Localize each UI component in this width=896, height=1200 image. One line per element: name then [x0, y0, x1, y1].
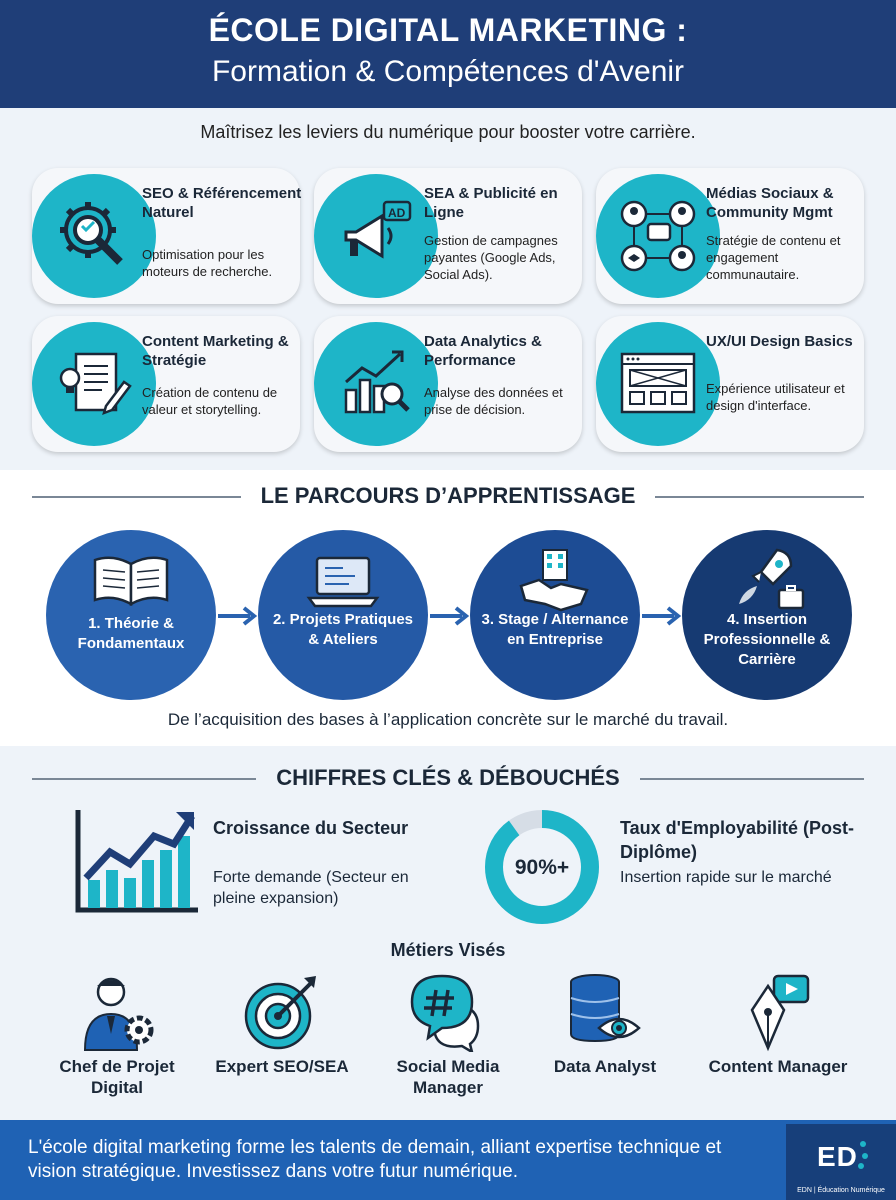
step-label: 2. Projets Pratiques & Ateliers — [272, 611, 414, 648]
wireframe-window-icon — [596, 322, 720, 446]
croissance-desc: Forte demande (Secteur en pleine expansion) — [213, 869, 409, 907]
step-label: 1. Théorie & Fondamentaux — [77, 615, 185, 652]
rocket-briefcase-icon — [717, 546, 817, 616]
svg-text:ED: ED — [817, 1141, 858, 1172]
chiffres-title: CHIFFRES CLÉS & DÉBOUCHÉS — [0, 765, 896, 791]
pen-video-icon — [738, 972, 818, 1052]
document-pen-icon — [32, 322, 156, 446]
job-label: Content Manager — [708, 1057, 848, 1076]
skill-card-ux — [596, 316, 864, 452]
social-network-icon — [596, 174, 720, 298]
arrow-right-icon — [216, 606, 258, 631]
hashtag-chat-icon — [408, 972, 488, 1052]
skill-card-content — [32, 316, 300, 452]
step-label: 4. Insertion Professionnelle & Carrière — [703, 611, 831, 668]
skill-title: SEA & Publicité en Ligne — [424, 185, 558, 221]
job-content-manager — [703, 972, 853, 1077]
employability-donut — [482, 807, 602, 927]
job-label: Data Analyst — [553, 1057, 657, 1076]
job-label: Chef de Projet Digital — [59, 1057, 175, 1097]
gear-magnifier-icon — [32, 174, 156, 298]
growth-chart-icon — [74, 806, 200, 918]
skill-card-social — [596, 168, 864, 304]
job-data-analyst — [530, 972, 680, 1077]
skill-desc: Création de contenu de valeur et storytelling. — [142, 385, 278, 417]
laptop-code-icon — [293, 546, 393, 616]
handshake-building-icon — [505, 546, 605, 616]
svg-text:AD: AD — [388, 206, 406, 220]
skill-title: UX/UI Design Basics — [706, 333, 853, 350]
svg-text:90%+: 90%+ — [514, 856, 570, 879]
skill-card-sea — [314, 168, 582, 304]
open-book-icon — [81, 546, 181, 616]
edn-logo-mark-icon — [786, 1138, 896, 1179]
metiers-title: Métiers Visés — [390, 940, 506, 960]
skill-title: Médias Sociaux & Community Mgmt — [706, 185, 834, 221]
job-label: Social Media Manager — [396, 1057, 500, 1097]
footer-text: L'école digital marketing forme les talents de demain, alliant expertise technique et vision stratégique. Investissez dans votre futur numérique. — [28, 1137, 722, 1182]
skill-title: SEO & Référencement Naturel — [142, 185, 302, 221]
step-label: 3. Stage / Alternance en Entreprise — [481, 611, 629, 648]
arrow-right-icon — [640, 606, 682, 631]
database-eye-icon — [565, 972, 645, 1052]
skill-desc: Optimisation pour les moteurs de recherche. — [142, 247, 273, 279]
job-chef-projet — [42, 972, 192, 1098]
skill-title: Content Marketing & Stratégie — [142, 333, 289, 369]
logo-caption: EDN | Éducation Numérique — [797, 1187, 885, 1194]
page-subtitle: Formation & Compétences d'Avenir — [211, 55, 685, 88]
skill-card-data — [314, 316, 582, 452]
skill-desc: Stratégie de contenu et engagement communautaire. — [706, 233, 841, 282]
arrow-right-icon — [428, 606, 470, 631]
step-theorie — [46, 530, 216, 700]
page-header — [0, 0, 896, 108]
skill-desc: Expérience utilisateur et design d'interface. — [706, 381, 845, 413]
parcours-title: LE PARCOURS D’APPRENTISSAGE — [0, 483, 896, 509]
job-label: Expert SEO/SEA — [215, 1057, 349, 1076]
skill-card-seo — [32, 168, 300, 304]
croissance-title: Croissance du Secteur — [213, 818, 409, 838]
skill-desc: Gestion de campagnes payantes (Google Ads, Social Ads). — [424, 233, 558, 282]
page-title: ÉCOLE DIGITAL MARKETING : — [208, 12, 688, 48]
bar-chart-magnifier-icon — [314, 322, 438, 446]
skill-desc: Analyse des données et prise de décision. — [424, 385, 563, 417]
step-projets — [258, 530, 428, 700]
step-stage — [470, 530, 640, 700]
employabilite-title: Taux d'Employabilité (Post-Diplôme) — [620, 818, 854, 862]
employabilite-desc: Insertion rapide sur le marché — [620, 869, 832, 886]
manager-gear-icon — [77, 972, 157, 1052]
target-arrow-icon — [242, 972, 322, 1052]
megaphone-ad-icon — [314, 174, 438, 298]
intro-text: Maîtrisez les leviers du numérique pour booster votre carrière. — [200, 122, 696, 142]
job-seo-sea — [207, 972, 357, 1077]
page-footer — [0, 1120, 896, 1200]
job-social-media — [373, 972, 523, 1098]
step-insertion — [682, 530, 852, 700]
skill-title: Data Analytics & Performance — [424, 333, 542, 369]
edn-logo — [786, 1124, 896, 1200]
parcours-note: De l’acquisition des bases à l’application concrète sur le marché du travail. — [167, 710, 729, 729]
